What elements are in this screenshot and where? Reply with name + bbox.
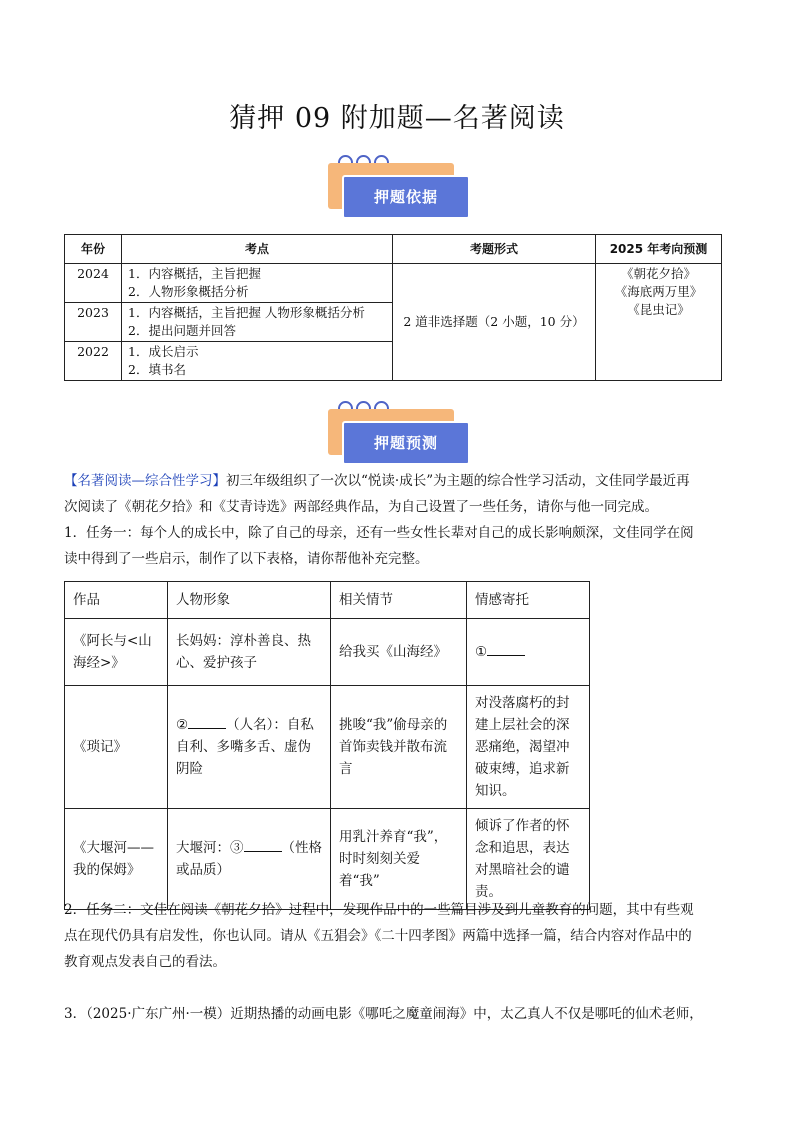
- work-cell: 《阿长与<山海经>》: [65, 619, 168, 686]
- header-cell: 考点: [122, 235, 393, 264]
- points-cell: [122, 264, 393, 303]
- basis-table: [64, 234, 722, 381]
- table-header-row: [65, 582, 590, 619]
- points-cell: [122, 303, 393, 342]
- table-row: [65, 264, 722, 303]
- table-row: [65, 619, 590, 686]
- section-tag: 【名著阅读—综合性学习】: [64, 473, 226, 489]
- emotion-cell: 倾诉了作者的怀念和追思，表达对黑暗社会的谴责。: [467, 809, 590, 910]
- question3-line: 3．（2025·广东广州·一模）近期热播的动画电影《哪吒之魔童闹海》中，太乙真人不仅是哪吒的仙术老师，: [64, 1006, 703, 1022]
- image-cell: 长妈妈：淳朴善良、热心、爱护孩子: [168, 619, 331, 686]
- table-row: [65, 686, 590, 809]
- task2-line: 点在现代仍具有启发性，你也认同。请从《五猖会》《二十四孝图》两篇中选择一篇，结合内容对作品中的: [64, 928, 692, 944]
- point-item: 2．提出问题并回答: [128, 323, 236, 338]
- header-cell: 人物形象: [168, 582, 331, 619]
- table-header-row: [65, 235, 722, 264]
- header-cell: 作品: [65, 582, 168, 619]
- image-text: （性格或品质）: [176, 840, 322, 878]
- page-title: 猜押 09 附加题—名著阅读: [229, 103, 565, 134]
- plot-cell: 用乳汁养育“我”，时时刻刻关爱着“我”: [331, 809, 467, 910]
- image-text: （人名）：自私自利、多嘴多舌、虚伪阴险: [176, 717, 314, 777]
- table-row: [65, 809, 590, 910]
- badge-label: 押题预测: [342, 421, 470, 465]
- image-cell: [168, 809, 331, 910]
- point-item: 1．内容概括，主旨把握 人物形象概括分析: [128, 305, 365, 320]
- year-cell: 2023: [65, 303, 122, 342]
- answer-blank[interactable]: [244, 837, 282, 852]
- header-cell: 相关情节: [331, 582, 467, 619]
- emotion-cell: [467, 619, 590, 686]
- header-cell: 考题形式: [393, 235, 596, 264]
- intro-text: 初三年级组织了一次以“悦读·成长”为主题的综合性学习活动，文佳同学最近再: [226, 473, 690, 489]
- point-item: 1．内容概括，主旨把握: [128, 266, 261, 281]
- form-cell: 2 道非选择题（2 小题，10 分）: [393, 264, 596, 381]
- answer-blank[interactable]: [487, 641, 525, 656]
- task2-paragraph: [64, 897, 734, 975]
- plot-cell: 给我买《山海经》: [331, 619, 467, 686]
- image-cell: [168, 686, 331, 809]
- year-cell: 2022: [65, 342, 122, 381]
- forecast-item: 《海底两万里》: [614, 284, 703, 299]
- forecast-item: 《朝花夕拾》: [620, 266, 696, 281]
- work-cell: 《琐记》: [65, 686, 168, 809]
- task2-line: 教育观点发表自己的看法。: [64, 954, 226, 970]
- forecast-item: 《昆虫记》: [627, 302, 690, 317]
- plot-cell: 挑唆“我”偷母亲的首饰卖钱并散布流言: [331, 686, 467, 809]
- question3-paragraph: [64, 1001, 734, 1027]
- header-cell: 情感寄托: [467, 582, 590, 619]
- intro-paragraph: [64, 468, 734, 572]
- task-table: [64, 581, 590, 910]
- header-cell: 年份: [65, 235, 122, 264]
- emotion-cell: 对没落腐朽的封建上层社会的深恶痛绝，渴望冲破束缚，追求新知识。: [467, 686, 590, 809]
- points-cell: [122, 342, 393, 381]
- point-item: 2．人物形象概括分析: [128, 284, 249, 299]
- task1-line: 1．任务一：每个人的成长中，除了自己的母亲，还有一些女性长辈对自己的成长影响颇深，文佳同学在阅: [64, 525, 694, 541]
- point-item: 2．填书名: [128, 362, 186, 377]
- intro-line: 次阅读了《朝花夕拾》和《艾青诗选》两部经典作品，为自己设置了一些任务，请你与他一同完成。: [64, 499, 658, 515]
- work-cell: 《大堰河——我的保姆》: [65, 809, 168, 910]
- answer-blank[interactable]: [188, 714, 226, 729]
- task1-line: 读中得到了一些启示，制作了以下表格，请你帮他补充完整。: [64, 551, 429, 567]
- section-badge-prediction: [326, 401, 476, 471]
- task2-line: 2．任务二：文佳在阅读《朝花夕拾》过程中，发现作品中的一些篇目涉及到儿童教育的问题，其中有些观: [64, 902, 694, 918]
- blank-marker: ①: [475, 644, 488, 660]
- blank-marker: ③: [230, 840, 244, 856]
- section-badge-basis: [326, 155, 476, 225]
- blank-marker: ②: [176, 717, 189, 733]
- header-cell: 2025 年考向预测: [596, 235, 722, 264]
- forecast-cell: [596, 264, 722, 381]
- point-item: 1．成长启示: [128, 344, 199, 359]
- badge-label: 押题依据: [342, 175, 470, 219]
- year-cell: 2024: [65, 264, 122, 303]
- image-prefix: 大堰河：: [176, 840, 230, 856]
- intro-line: [64, 468, 734, 494]
